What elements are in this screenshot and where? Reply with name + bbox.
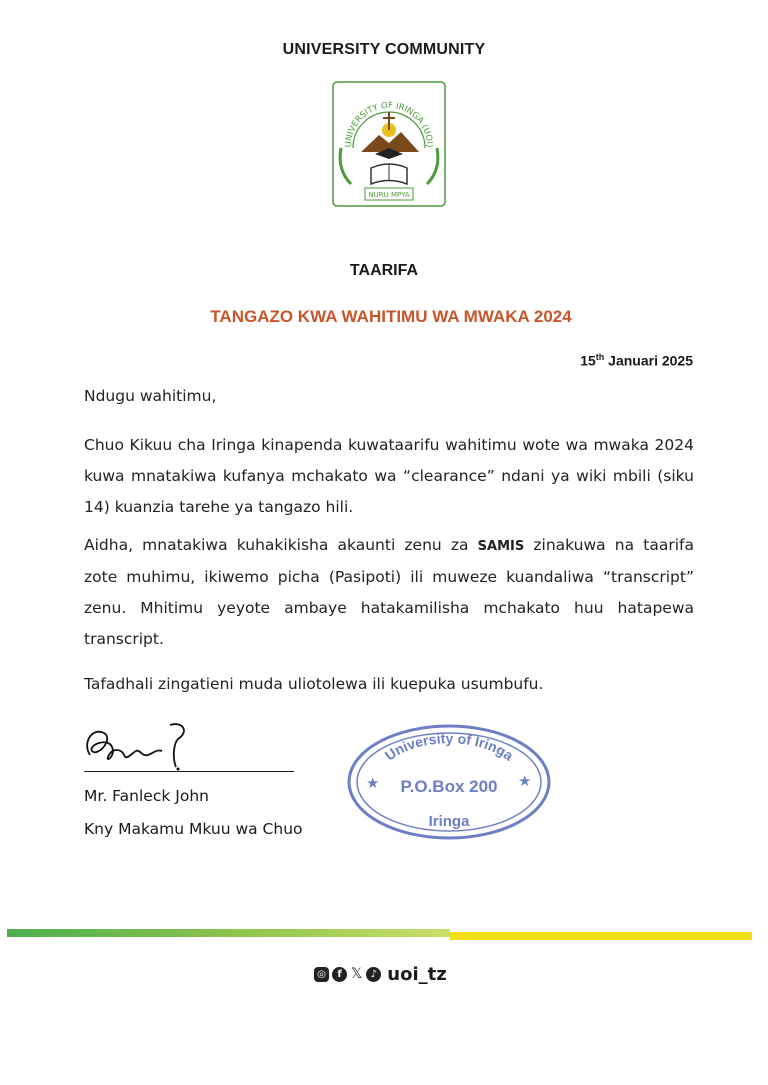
section-title: TAARIFA (349, 262, 419, 279)
footer-bar-yellow (450, 932, 752, 940)
instagram-icon[interactable]: ◎ (314, 967, 329, 982)
salutation: Ndugu wahitimu, (84, 387, 217, 405)
paragraph-closing: Tafadhali zingatieni muda uliotolewa ili kuepuka usumbufu. (84, 675, 544, 693)
logo-cross-horizontal (383, 117, 395, 119)
stamp-top-text: University of Iringa (381, 730, 517, 764)
samis-label: SAMIS (477, 539, 525, 554)
paragraph-clearance: Chuo Kikuu cha Iringa kinapenda kuwataarifu wahitimu wote wa mwaka 2024 kuwa mnatakiwa kufanya mchakato wa “clearance” ndani ya wiki mbili (siku 14) kuanzia tarehe ya tangazo hili. (84, 436, 694, 516)
logo-ring-text: UNIVERSITY OF IRINGA (UOI) (343, 100, 435, 148)
logo-motto: NURU MPYA (368, 191, 410, 199)
header-title: UNIVERSITY COMMUNITY (282, 41, 486, 58)
letter-date: 15th Januari 2025 (580, 352, 693, 369)
announcement-title: TANGAZO KWA WAHITIMU WA MWAKA 2024 (210, 307, 572, 326)
handwritten-signature (78, 717, 198, 777)
logo-right-branch (427, 148, 438, 184)
official-stamp (346, 722, 552, 842)
footer-bar-green (7, 929, 450, 937)
stamp-center-text: P.O.Box 200 (400, 777, 498, 796)
logo-cross-vertical (388, 112, 390, 130)
tiktok-icon[interactable]: ♪ (366, 967, 381, 982)
social-links (314, 963, 447, 985)
social-handle[interactable]: uoi_tz (387, 963, 447, 985)
stamp-star-left: ★ (366, 774, 380, 792)
signer-name: Mr. Fanleck John (84, 787, 209, 805)
logo-left-branch (340, 148, 351, 184)
paragraph-samis: Aidha, mnatakiwa kuhakikisha akaunti zenu za SAMIS zinakuwa na taarifa zote muhimu, ikiwemo picha (Pasipoti) ili muweze kuandaliwa “transcript” zenu. Mhitimu yeyote ambaye hatakamilisha mchakato huu hatapewa transcript. (84, 536, 694, 648)
university-logo (331, 80, 447, 208)
signature-line (84, 771, 294, 772)
signer-title: Kny Makamu Mkuu wa Chuo (84, 820, 303, 838)
facebook-icon[interactable]: f (332, 967, 347, 982)
stamp-star-right: ★ (518, 772, 532, 790)
x-icon[interactable]: 𝕏 (351, 966, 363, 982)
stamp-bottom-text: Iringa (428, 813, 470, 830)
